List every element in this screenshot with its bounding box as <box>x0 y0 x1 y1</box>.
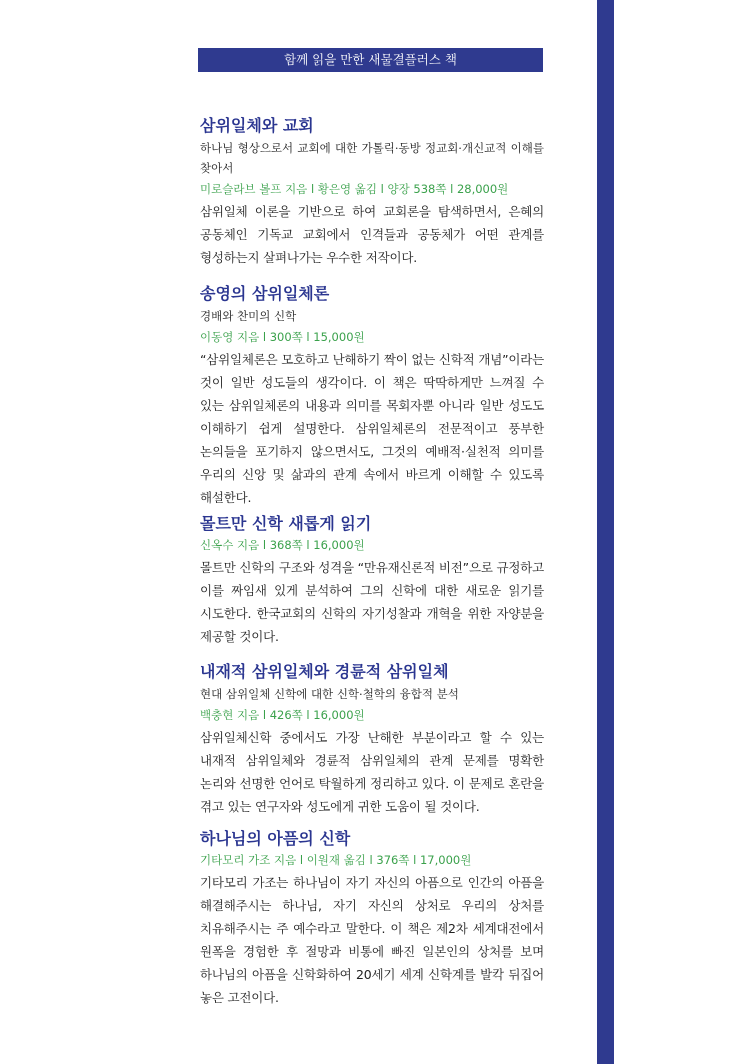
book-title: 몰트만 신학 새롭게 읽기 <box>200 514 372 533</box>
book-description: 기타모리 가조는 하나님이 자기 자신의 아픔으로 인간의 아픔을 해결해주시는 하나님, 자기 자신의 상처로 우리의 상처를 치유해주시는 주 예수라고 말한다. 이 책은 제2차 세계대전에서 원폭을 경험한 후 절망과 비통에 빠진 일본인의 상처를 보며 하나님의 아픔을 신학화하여 20세기 세계 신학계를 발칵 뒤집어 놓은 고전이다. <box>200 875 544 1005</box>
book-entry <box>200 116 544 269</box>
book-title: 하나님의 아픔의 신학 <box>200 829 351 848</box>
book-description: 몰트만 신학의 구조와 성격을 “만유재신론적 비전”으로 규정하고 이를 짜임새 있게 분석하여 그의 신학에 대한 새로운 읽기를 시도한다. 한국교회의 신학의 자기성찰과 개혁을 위한 자양분을 제공할 것이다. <box>200 560 544 644</box>
book-title: 송영의 삼위일체론 <box>200 284 330 303</box>
book-description: “삼위일체론은 모호하고 난해하기 짝이 없는 신학적 개념”이라는 것이 일반 성도들의 생각이다. 이 책은 딱딱하게만 느껴질 수 있는 삼위일체론의 내용과 의미를 목회자뿐 아니라 일반 성도도 이해하기 쉽게 설명한다. 삼위일체론의 전문적이고 풍부한 논의들을 포기하지 않으면서도, 그것의 예배적·실천적 의미를 우리의 신앙 및 삶과의 관계 속에서 바르게 이해할 수 있도록 해설한다. <box>200 352 544 505</box>
book-meta: 미로슬라브 볼프 지음 l 황은영 옮김 l 양장 538쪽 l 28,000원 <box>200 182 509 196</box>
book-entry <box>200 662 544 818</box>
book-description: 삼위일체신학 중에서도 가장 난해한 부분이라고 할 수 있는 내재적 삼위일체와 경륜적 삼위일체의 관계 문제를 명확한 논리와 선명한 언어로 탁월하게 정리하고 있다. 이 문제로 혼란을 겪고 있는 연구자와 성도에게 귀한 도움이 될 것이다. <box>200 730 544 814</box>
book-entry <box>200 829 544 1009</box>
book-subtitle: 현대 삼위일체 신학에 대한 신학·철학의 융합적 분석 <box>200 687 459 701</box>
book-subtitle: 경배와 찬미의 신학 <box>200 309 297 323</box>
book-entry <box>200 514 544 648</box>
book-meta: 신옥수 지음 l 368쪽 l 16,000원 <box>200 538 365 552</box>
book-subtitle: 하나님 형상으로서 교회에 대한 가톨릭·동방 정교회·개신교적 이해를 찾아서 <box>200 141 544 175</box>
book-meta: 백충현 지음 l 426쪽 l 16,000원 <box>200 708 365 722</box>
side-accent-bar <box>597 0 614 1064</box>
book-meta: 기타모리 가조 지음 l 이원재 옮김 l 376쪽 l 17,000원 <box>200 853 472 867</box>
section-header: 함께 읽을 만한 새물결플러스 책 <box>198 48 543 72</box>
book-entry <box>200 284 544 509</box>
book-title: 내재적 삼위일체와 경륜적 삼위일체 <box>200 662 449 681</box>
book-description: 삼위일체 이론을 기반으로 하여 교회론을 탐색하면서, 은혜의 공동체인 기독교 교회에서 인격들과 공동체가 어떤 관계를 형성하는지 살펴나가는 우수한 저작이다. <box>200 204 544 265</box>
book-title: 삼위일체와 교회 <box>200 116 314 135</box>
book-meta: 이동영 지음 l 300쪽 l 15,000원 <box>200 330 365 344</box>
